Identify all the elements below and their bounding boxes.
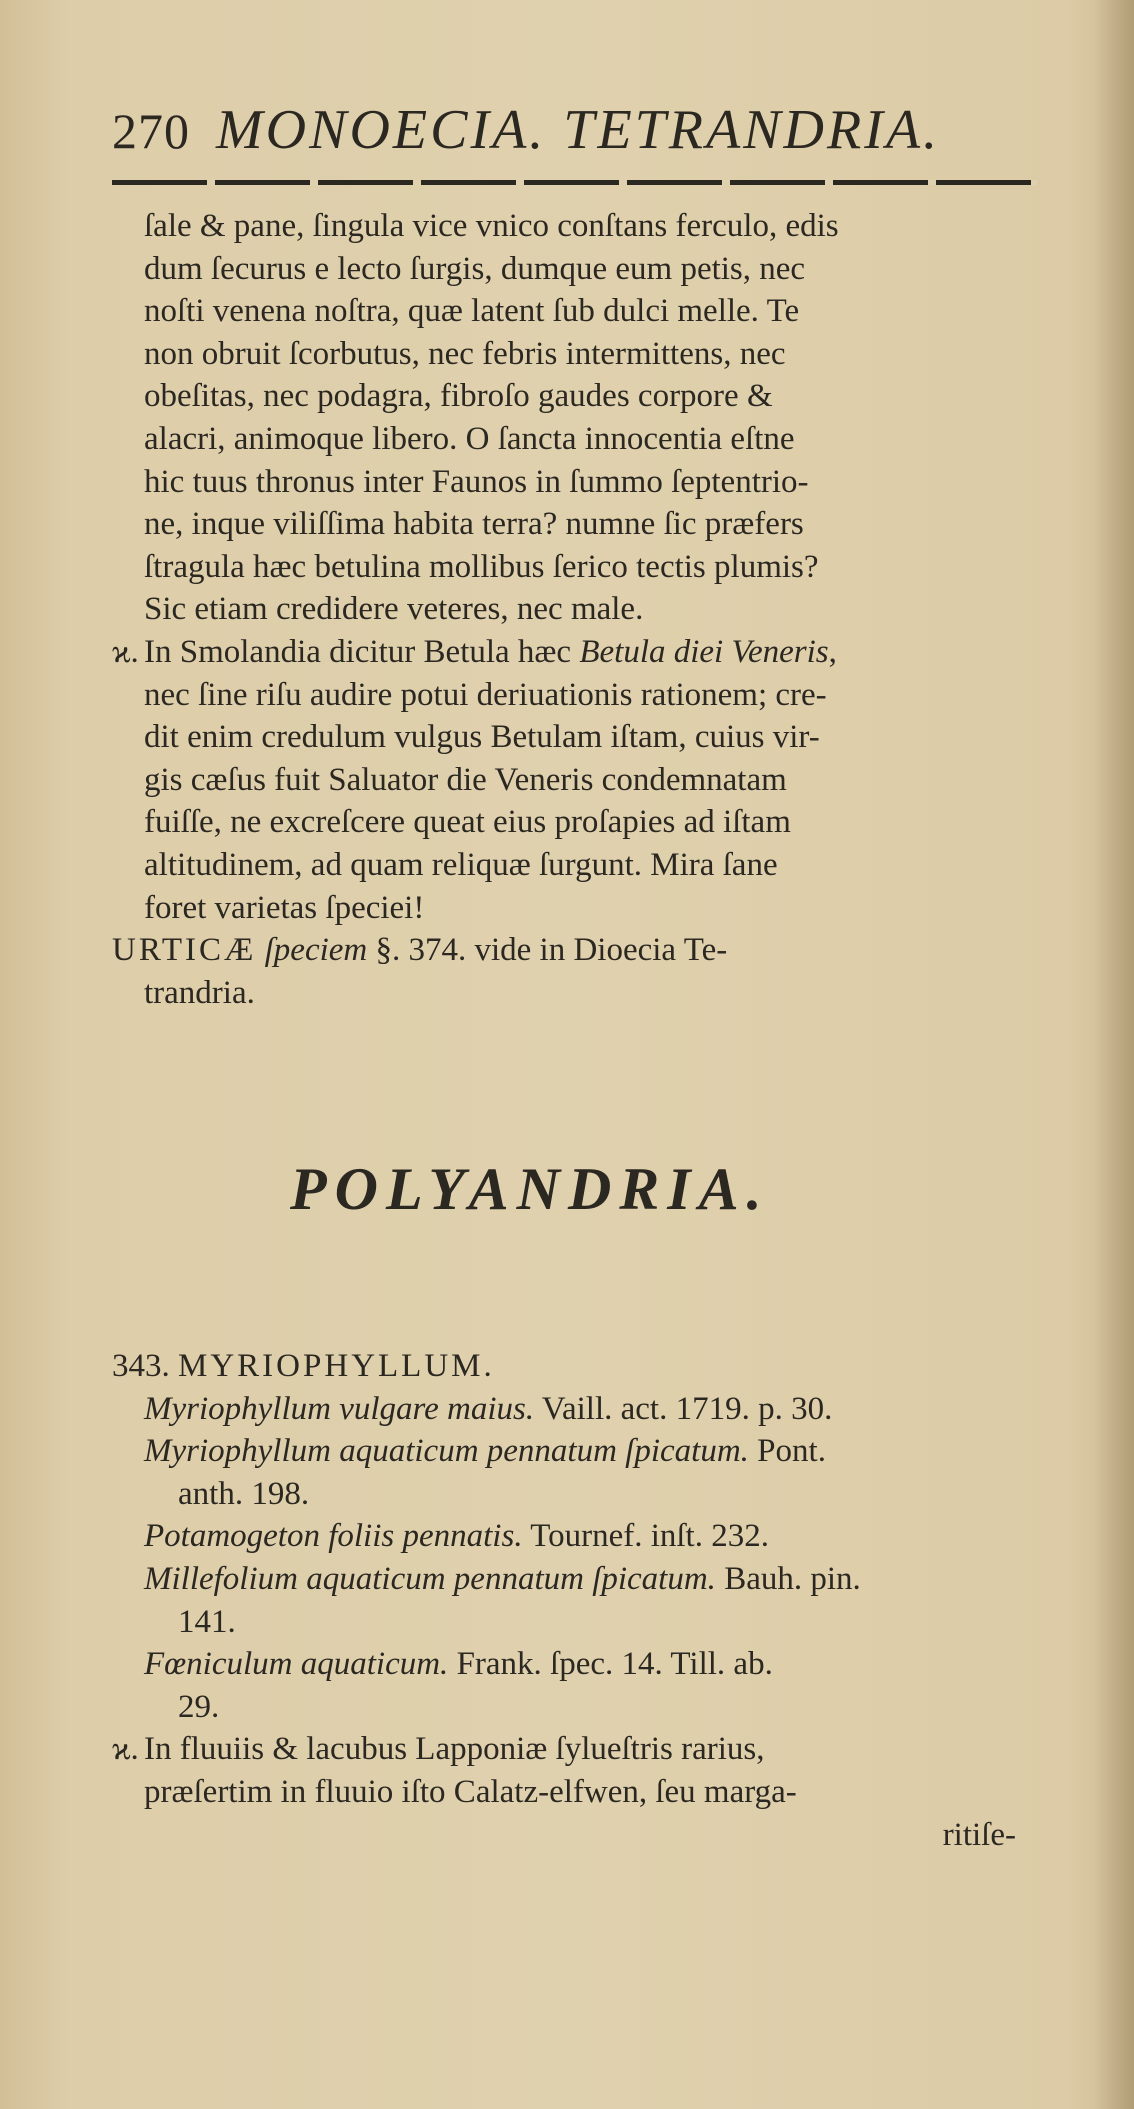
- text-line: foret varietas ſpeciei!: [144, 889, 425, 926]
- note-punct: ,: [828, 633, 837, 670]
- text-line: trandria.: [144, 974, 255, 1011]
- text-line: ne, inque viliſſima habita terra? numne ſic præfers: [144, 506, 804, 543]
- urtica-italic: ſpeciem: [264, 932, 368, 969]
- text-line: dit enim credulum vulgus Betulam iſtam, cuius vir-: [144, 719, 820, 756]
- note-italic-term: Betula diei Veneris: [579, 633, 829, 670]
- text-line: nec ſine riſu audire potui deriuationis rationem; cre-: [144, 676, 827, 713]
- text-line: altitudinem, ad quam reliquæ ſurgunt. Mira ſane: [144, 846, 778, 883]
- text-line: ſtragula hæc betulina mollibus ſerico tectis plumis?: [144, 548, 819, 585]
- header-rule: [112, 180, 1037, 185]
- note-first-line: [112, 1728, 1042, 1771]
- synonym-ref: Tournef. inſt. 232.: [522, 1518, 769, 1555]
- synonym-italic: Myriophyllum vulgare maius.: [144, 1390, 535, 1427]
- entry-genus: MYRIOPHYLLUM.: [178, 1348, 495, 1384]
- synonym-italic: Potamogeton foliis pennatis.: [144, 1518, 523, 1555]
- text-line: præſertim in fluuio iſto Calatz-elfwen, ſeu marga-: [144, 1773, 797, 1810]
- synonym-continuation: 29.: [178, 1688, 220, 1725]
- entry-number: 343.: [112, 1348, 170, 1384]
- synonym-italic: Fœniculum aquaticum.: [144, 1646, 449, 1683]
- entry-heading: [112, 1345, 1042, 1388]
- note-first-line: [112, 631, 1042, 674]
- synonym-line: [112, 1388, 1042, 1431]
- page-spine-shadow: [1094, 0, 1134, 2109]
- catchword: ritiſe-: [942, 1816, 1016, 1853]
- note-mark: ϰ.: [112, 1731, 139, 1768]
- synonym-ref: Bauh. pin.: [715, 1560, 861, 1597]
- text-line: dum ſecurus e lecto ſurgis, dumque eum petis, nec: [144, 250, 806, 287]
- note-mark: ϰ.: [112, 633, 139, 670]
- page-number: 270: [112, 103, 190, 159]
- text-line: hic tuus thronus inter Faunos in ſummo ſeptentrio-: [144, 463, 809, 500]
- urtica-rest: §. 374. vide in Dioecia Te-: [367, 932, 728, 969]
- text-line: obeſitas, nec podagra, fibroſo gaudes corpore &: [144, 378, 773, 415]
- text-line: noſti venena noſtra, quæ latent ſub dulci melle. Te: [144, 293, 800, 330]
- text-line: ſale & pane, ſingula vice vnico conſtans ferculo, edis: [144, 208, 839, 244]
- synonym-line: [112, 1430, 1042, 1473]
- text-line: fuiſſe, ne excreſcere queat eius proſapies ad iſtam: [144, 804, 791, 841]
- synonym-italic: Myriophyllum aquaticum pennatum ſpicatum.: [144, 1433, 749, 1470]
- synonym-ref: Frank. ſpec. 14. Till. ab.: [448, 1646, 773, 1683]
- synonym-line: [112, 1515, 1042, 1558]
- text-line: gis cæſus fuit Saluator die Veneris condemnatam: [144, 761, 787, 798]
- note-text: In fluuiis & lacubus Lapponiæ ſylueſtris rarius,: [144, 1731, 765, 1768]
- running-header: [112, 98, 992, 168]
- text-block-top: [112, 205, 1042, 1014]
- synonym-line: [112, 1558, 1042, 1601]
- running-title: MONOECIA. TETRANDRIA.: [216, 99, 941, 161]
- synonym-continuation: anth. 198.: [178, 1475, 310, 1512]
- synonym-line: [112, 1643, 1042, 1686]
- urtica-line: [112, 929, 1042, 972]
- note-text: In Smolandia dicitur Betula hæc: [144, 633, 580, 670]
- text-line: alacri, animoque libero. O ſancta innocentia eſtne: [144, 420, 795, 457]
- text-line: Sic etiam credidere veteres, nec male.: [144, 591, 644, 628]
- synonym-ref: Vaill. act. 1719. p. 30.: [534, 1390, 833, 1427]
- text-block-entry: [112, 1345, 1042, 1856]
- section-title: POLYANDRIA.: [290, 1156, 770, 1222]
- synonym-italic: Millefolium aquaticum pennatum ſpicatum.: [144, 1560, 716, 1597]
- synonym-ref: Pont.: [748, 1433, 826, 1470]
- text-line: non obruit ſcorbutus, nec febris intermittens, nec: [144, 335, 786, 372]
- synonym-continuation: 141.: [178, 1603, 236, 1640]
- urtica-caps: URTICÆ: [112, 932, 257, 969]
